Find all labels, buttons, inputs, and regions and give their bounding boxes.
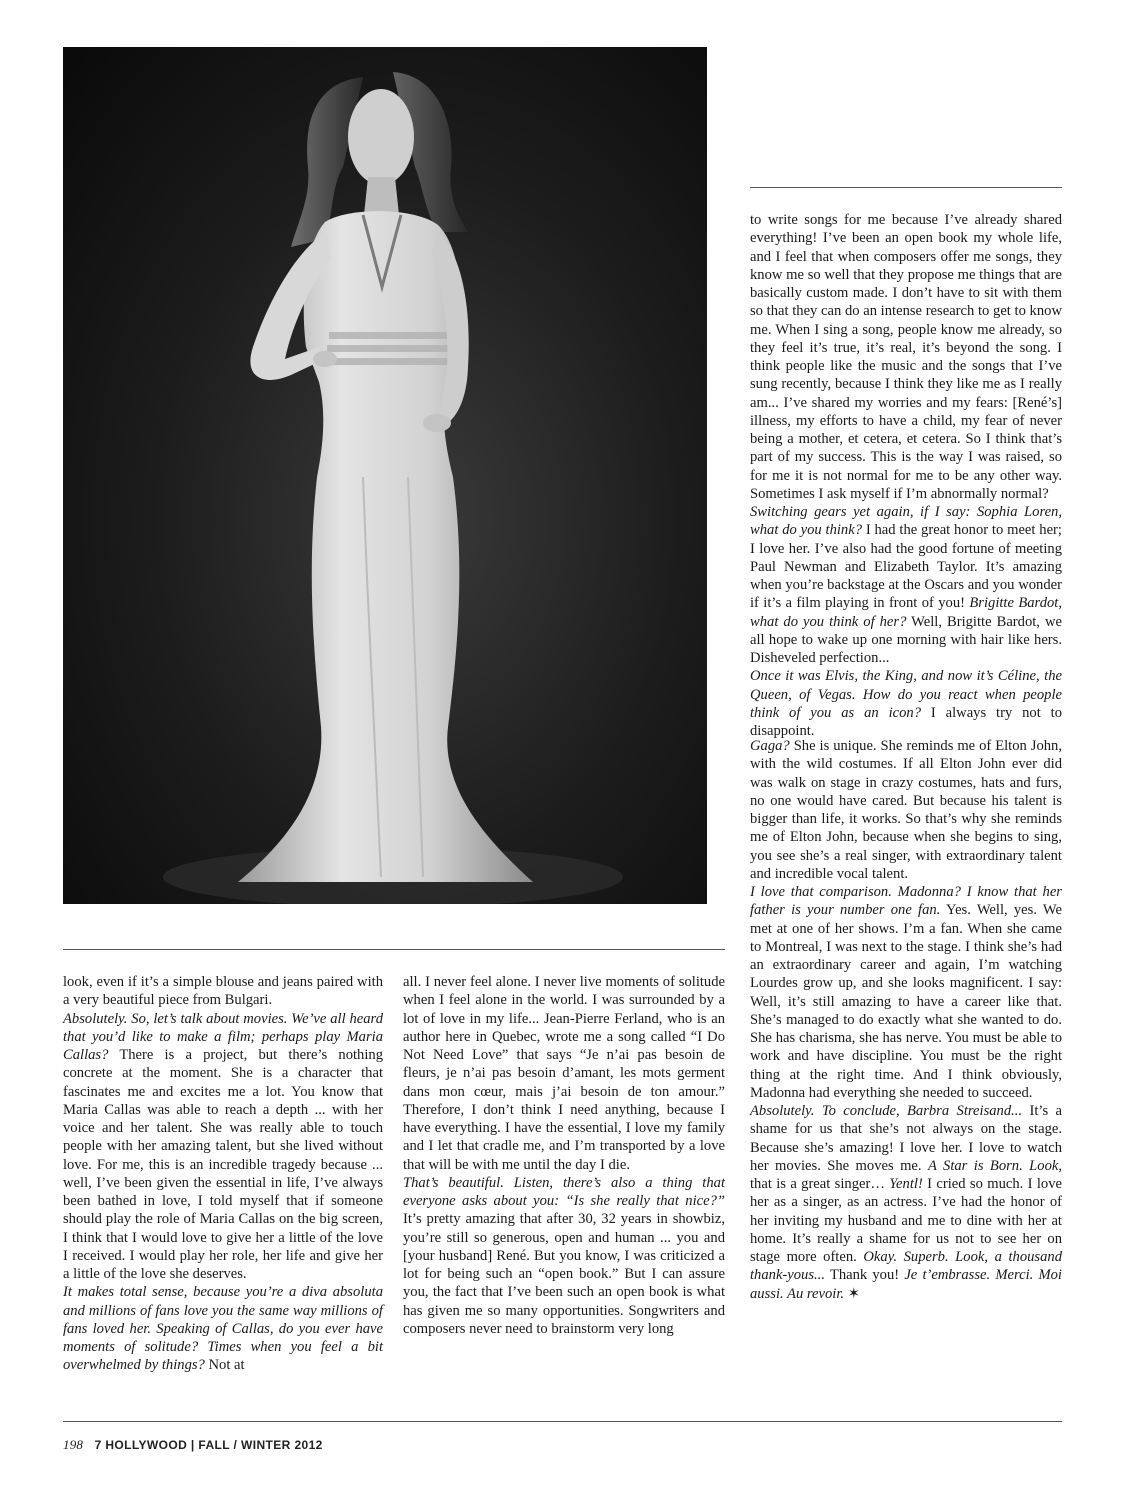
paragraph: [63, 973, 383, 1010]
paragraph: [750, 503, 1062, 667]
interview-question: It makes total sense, because you’re a diva absoluta and millions of fans love you the same way millions of fans loved her. Speaking of Callas, do you ever have moments of solitude? Times when you feel a bit overwhelmed by things?: [63, 1284, 383, 1374]
portrait-illustration: [63, 47, 707, 904]
interview-answer: that is a great singer…: [750, 1176, 885, 1192]
interview-answer: I cried so much. I love her as a singer, as an actress. I’ve had the honor of her inviting my husband and me to dine with her at home. It’s really a shame for us not to see her on stage more often.: [750, 1176, 1062, 1265]
interview-question: Once it was Elvis, the King, and now it’s Céline, the Queen, of Vegas. How do you react when people think of you as an icon?: [750, 668, 1062, 721]
interview-question: Absolutely. So, let’s talk about movies. We’ve all heard that you’d like to make a film; perhaps play Maria Callas?: [63, 1010, 383, 1063]
interview-answer: Yes. Well, yes. We met at one of her shows. I’m a fan. When she came to Montreal, I was next to the stage. I think she’s had an extraordinary career and again, I’m watching Lourdes grow up, and she looks magnificent. I say: Well, it’s still amazing to have a career like that. She’s managed to do exactly what she wanted to do. She has charisma, she has nerve. You must be able to work and have discipline. You must be the right thing at the right time. And I think obviously, Madonna had everything she needed to succeed.: [750, 902, 1062, 1101]
interview-question: That’s beautiful. Listen, there’s also a thing that everyone asks about you: “Is she really that nice?”: [403, 1174, 725, 1209]
end-mark-icon: ✶: [847, 1285, 860, 1302]
portrait-photo: [63, 47, 707, 904]
interview-question: I love that comparison. Madonna? I know that her father is your number one fan.: [750, 884, 1062, 919]
interview-question: Brigitte Bardot, what do you think of her?: [750, 595, 1062, 630]
bottom-columns-top-rule: [63, 949, 725, 950]
publication-credit: 7 HOLLYWOOD | FALL / WINTER 2012: [94, 1438, 323, 1452]
article-column-middle: [403, 973, 725, 1338]
interview-question: Je t’embrasse. Merci. Moi aussi. Au revoir.: [750, 1267, 1062, 1302]
interview-question: Absolutely. To conclude, Barbra Streisand...: [750, 1103, 1023, 1119]
article-column-right-bottom: [750, 737, 1062, 1303]
paragraph: [63, 1010, 383, 1284]
interview-answer: There is a project, but there’s nothing concrete at the moment. She is a character that fascinates me and excites me a lot. You know that Maria Callas was able to reach a depth ... with her voice and her talent. She was really able to touch people with her amazing talent, but she lived without love. For me, this is an incredible tragedy because ... well, I’ve been given the essential in life, I’ve always been bathed in love, I told myself that if someone should play the role of Maria Callas on the big screen, I think that I would love to give her a little of the love I received. I would play her role, her life and give her a little of the love she deserves.: [63, 1047, 383, 1282]
paragraph: [403, 1174, 725, 1338]
page-number: 198: [63, 1437, 84, 1452]
paragraph: [750, 667, 1062, 740]
paragraph: [750, 883, 1062, 1102]
interview-answer: It’s pretty amazing that after 30, 32 years in showbiz, you’re still so generous, open and human ... you and [your husband] René. But you know, I was criticized a lot for being such an “open book.” But I can assure you, the fact that I’ve been such an open book is what has given me so many opportunities. Songwriters and composers never need to brainstorm very long: [403, 1211, 725, 1337]
interview-question: Gaga?: [750, 738, 790, 754]
interview-answer: Not at: [208, 1357, 245, 1374]
interview-answer: all. I never feel alone. I never live moments of solitude when I feel alone in the world. I was surrounded by a lot of love in my life... Jean-Pierre Ferland, who is an author here in Quebec, wrote me a song called “I Do Not Need Love” that says “Je n’ai pas besoin de fleurs, je n’ai pas besoin d’amant, les mots germent dans mon cœur, mais j’ai besoin de ton amour.” Therefore, I don’t think I need anything, because I have everything. I have the essential, I love my family and I let that cradle me, and I’m transported by a love that will be with me until the day I die.: [403, 974, 725, 1173]
right-column-top-rule: [750, 187, 1062, 188]
interview-answer: Thank you!: [829, 1267, 900, 1284]
interview-answer: Well, Brigitte Bardot, we all hope to wake up one morning with hair like hers. Disheveled perfection...: [750, 613, 1062, 666]
footer-rule: [63, 1421, 1062, 1422]
paragraph: [750, 1102, 1062, 1303]
interview-question: A Star is Born. Look,: [927, 1157, 1062, 1174]
interview-question: Okay. Superb. Look, a thousand thank-yous...: [750, 1249, 1062, 1284]
paragraph: [750, 211, 1062, 503]
interview-answer: to write songs for me because I’ve already shared everything! I’ve been an open book my whole life, and I feel that when composers offer me songs, they know me so well that they propose me things that are basically custom made. I don’t have to sit with them so that they can do an intense research to get to know me. When I sing a song, people know me already, so they feel it’s true, it’s real, it’s beyond the song. I think people like the music and the songs that I’ve sung recently, because I think they like me as I really am... I’ve shared my worries and my fears: [René’s] illness, my efforts to have a child, my fear of never being a mother, et cetera, et cetera. So I think that’s part of my success. This is the way I was raised, so for me it is not normal for me to be any other way. Sometimes I ask myself if I’m abnormally normal?: [750, 212, 1062, 502]
page-footer: [63, 1437, 323, 1453]
paragraph: [63, 1283, 383, 1374]
article-column-right-top: [750, 211, 1062, 740]
interview-answer: She is unique. She reminds me of Elton John, with the wild costumes. If all Elton John ever did was walk on stage in crazy costumes, hats and furs, no one would have cared. But because his talent is bigger than life, it works. So that’s why she reminds me of Elton John, because when she begins to sing, you see she’s a real singer, with extraordinary talent and incredible vocal talent.: [750, 738, 1062, 882]
paragraph: [750, 737, 1062, 883]
interview-question: Yentl!: [889, 1176, 923, 1192]
paragraph: [403, 973, 725, 1174]
article-column-left: [63, 973, 383, 1375]
interview-answer: look, even if it’s a simple blouse and jeans paired with a very beautiful piece from Bulgari.: [63, 974, 383, 1009]
interview-question: Switching gears yet again, if I say: Sophia Loren, what do you think?: [750, 504, 1062, 539]
interview-answer: It’s a shame for us that she’s not always on the stage. Because she’s amazing! I love her. I love to watch her movies. She moves me.: [750, 1103, 1062, 1174]
interview-answer: I had the great honor to meet her; I love her. I’ve also had the good fortune of meeting Paul Newman and Elizabeth Taylor. It’s amazing when you’re backstage at the Oscars and you wonder if it’s a film playing in front of you!: [750, 522, 1062, 612]
interview-answer: I always try not to disappoint.: [750, 704, 1062, 739]
